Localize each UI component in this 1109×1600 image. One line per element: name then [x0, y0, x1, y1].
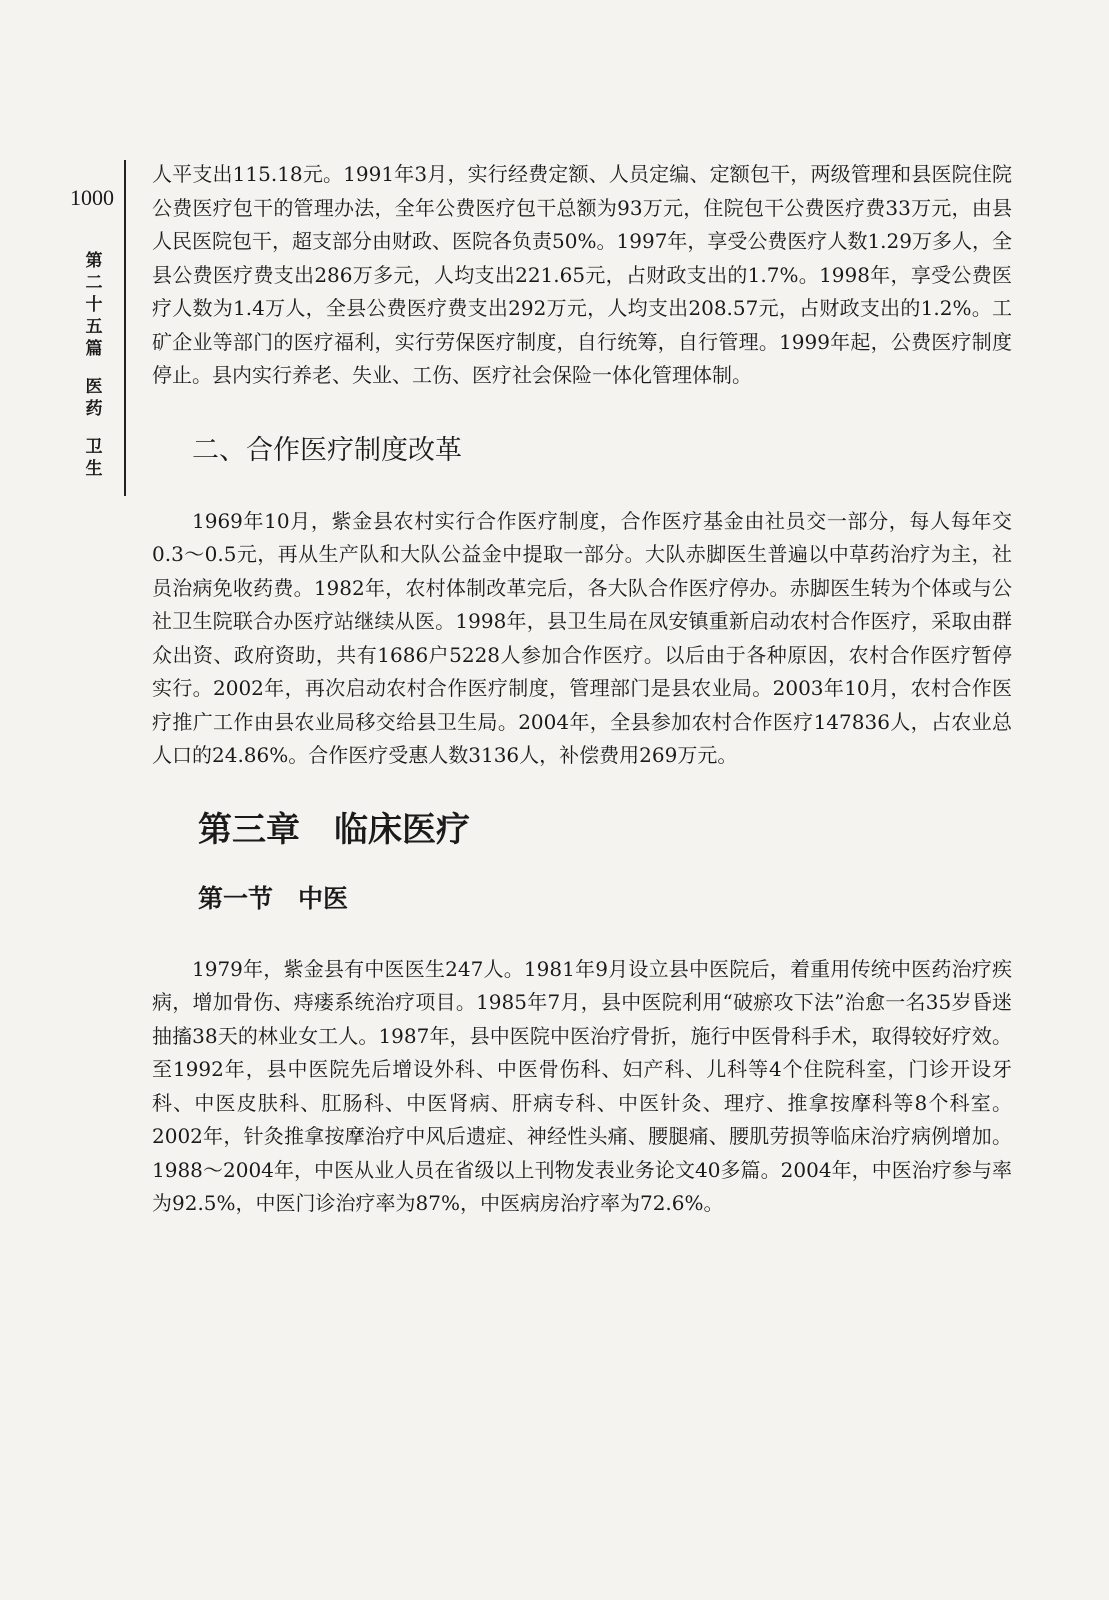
side-char: 药: [85, 399, 103, 419]
side-char: 第: [85, 251, 103, 271]
chapter-title: 第三章 临床医疗: [198, 809, 470, 850]
page-content: [152, 158, 1012, 1221]
paragraph-chinese-medicine: 1979年，紫金县有中医医生247人。1981年9月设立县中医院后，着重用传统中医药治疗疾病，增加骨伤、痔瘘系统治疗项目。1985年7月，县中医院利用“破瘀攻下法”治愈一名35岁昏迷抽搐38天的林业女工人。1987年，县中医院中医治疗骨折，施行中医骨科手术，取得较好疗效。至1992年，县中医院先后增设外科、中医骨伤科、妇产科、儿科等4个住院科室，门诊开设牙科、中医皮肤科、肛肠科、中医肾病、肝病专科、中医针灸、理疗、推拿按摩科等8个科室。2002年，针灸推拿按摩治疗中风后遗症、神经性头痛、腰腿痛、腰肌劳损等临床治疗病例增加。1988～2004年，中医从业人员在省级以上刊物发表业务论文40多篇。2004年，中医治疗参与率为92.5%，中医门诊治疗率为87%，中医病房治疗率为72.6%。: [152, 956, 1012, 1215]
side-char: 五: [85, 317, 103, 337]
paragraph-continued: 人平支出115.18元。1991年3月，实行经费定额、人员定编、定额包干，两级管理和县医院住院公费医疗包干的管理办法，全年公费医疗包干总额为93万元，住院包干公费医疗费33万元，由县人民医院包干，超支部分由财政、医院各负责50%。1997年，享受公费医疗人数1.29万多人，全县公费医疗费支出286万多元，人均支出221.65元，占财政支出的1.7%。1998年，享受公费医疗人数为1.4万人，全县公费医疗费支出292万元，人均支出208.57元，占财政支出的1.2%。工矿企业等部门的医疗福利，实行劳保医疗制度，自行统筹，自行管理。1999年起，公费医疗制度停止。县内实行养老、失业、工伤、医疗社会保险一体化管理体制。: [152, 162, 1012, 387]
subsection-heading: 二、合作医疗制度改革: [192, 434, 462, 466]
margin-rule: [124, 160, 126, 496]
side-char: 医: [85, 377, 103, 397]
side-gap: [82, 420, 106, 436]
side-char: 篇: [85, 339, 103, 359]
side-char: 十: [85, 295, 103, 315]
paragraph-cooperative-medical: 1969年10月，紫金县农村实行合作医疗制度，合作医疗基金由社员交一部分，每人每年交0.3～0.5元，再从生产队和大队公益金中提取一部分。大队赤脚医生普遍以中草药治疗为主，社员治病免收药费。1982年，农村体制改革完后，各大队合作医疗停办。赤脚医生转为个体或与公社卫生院联合办医疗站继续从医。1998年，县卫生局在凤安镇重新启动农村合作医疗，采取由群众出资、政府资助，共有1686户5228人参加合作医疗。以后由于各种原因，农村合作医疗暂停实行。2002年，再次启动农村合作医疗制度，管理部门是县农业局。2003年10月，农村合作医疗推广工作由县农业局移交给县卫生局。2004年，全县参加农村合作医疗147836人，占农业总人口的24.86%。合作医疗受惠人数3136人，补偿费用269万元。: [152, 508, 1012, 767]
side-char: 卫: [85, 437, 103, 457]
side-char: 二: [85, 273, 103, 293]
section-title: 第一节 中医: [198, 883, 349, 913]
side-gap: [82, 360, 106, 376]
running-section-title: [82, 250, 106, 480]
side-char: 生: [85, 459, 103, 479]
page-number: 1000: [70, 185, 114, 210]
